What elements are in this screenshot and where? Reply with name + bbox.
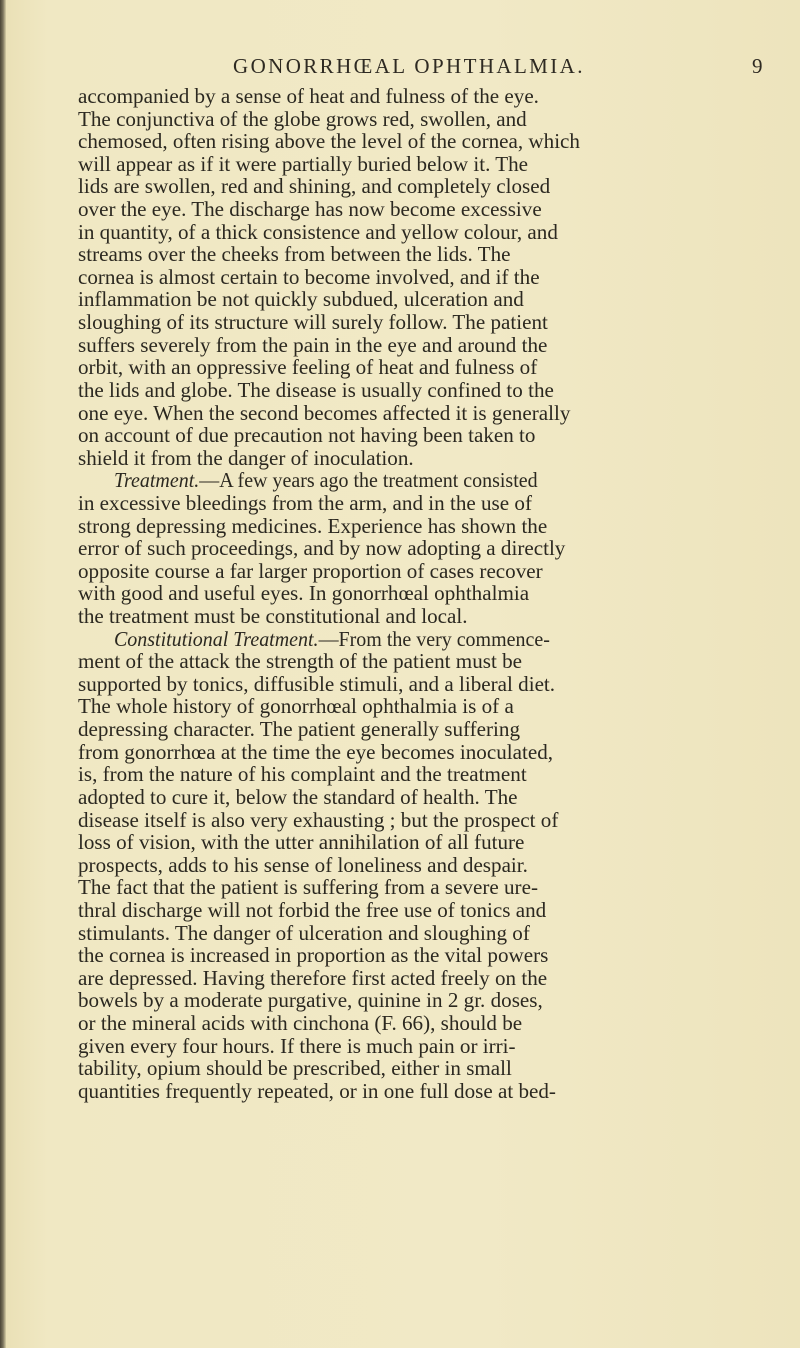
line-text: from gonorrhœa at the time the eye becomes inoculated, xyxy=(78,739,554,764)
line-text: one eye. When the second becomes affected it is generally xyxy=(78,400,571,425)
text-line xyxy=(78,243,794,266)
text-line xyxy=(78,673,794,696)
text-line xyxy=(78,356,794,379)
text-line xyxy=(78,786,794,809)
line-text: The fact that the patient is suffering from a severe ure- xyxy=(78,875,538,900)
text-line xyxy=(78,515,794,538)
line-text: —A few years ago the treatment consisted xyxy=(199,468,538,493)
line-text: the lids and globe. The disease is usually confined to the xyxy=(78,377,554,402)
text-line xyxy=(78,492,794,515)
text-line xyxy=(78,379,794,402)
line-text: adopted to cure it, below the standard of health. The xyxy=(78,784,518,809)
page-binding-edge xyxy=(0,0,6,1348)
line-text: loss of vision, with the utter annihilation of all future xyxy=(78,830,525,855)
line-text: given every four hours. If there is much pain or irri- xyxy=(78,1033,516,1058)
line-text: disease itself is also very exhausting ; but the prospect of xyxy=(78,807,559,832)
text-line xyxy=(78,763,794,786)
text-line xyxy=(78,967,794,990)
section-heading: Treatment. xyxy=(113,468,200,493)
line-text: ment of the attack the strength of the patient must be xyxy=(78,649,523,674)
line-text: the cornea is increased in proportion as the vital powers xyxy=(78,943,549,968)
line-text: shield it from the danger of inoculation. xyxy=(78,445,414,470)
line-text: in excessive bleedings from the arm, and in the use of xyxy=(78,490,532,515)
line-text: suffers severely from the pain in the eye and around the xyxy=(78,332,548,357)
section-heading: Constitutional Treatment. xyxy=(113,626,319,651)
text-line xyxy=(78,831,794,854)
line-text: with good and useful eyes. In gonorrhœal ophthalmia xyxy=(78,581,530,606)
line-text: —From the very commence- xyxy=(318,626,550,651)
text-line xyxy=(78,560,794,583)
line-text: is, from the nature of his complaint and the treatment xyxy=(78,762,527,787)
text-line xyxy=(78,266,794,289)
line-text: chemosed, often rising above the level of the cornea, which xyxy=(78,129,580,154)
line-text: cornea is almost certain to become involved, and if the xyxy=(78,264,540,289)
line-text: or the mineral acids with cinchona (F. 66), should be xyxy=(78,1010,523,1035)
line-text: supported by tonics, diffusible stimuli, and a liberal diet. xyxy=(78,671,556,696)
line-text: quantities frequently repeated, or in one full dose at bed- xyxy=(78,1078,556,1103)
line-text: streams over the cheeks from between the lids. The xyxy=(78,242,511,267)
text-line xyxy=(78,1035,794,1058)
text-line xyxy=(78,854,794,877)
line-text: sloughing of its structure will surely follow. The patient xyxy=(78,310,548,335)
text-line xyxy=(78,741,794,764)
text-line xyxy=(78,334,794,357)
text-line xyxy=(78,899,794,922)
text-line xyxy=(78,1012,794,1035)
text-line xyxy=(78,582,794,605)
running-head-title: GONORRHŒAL OPHTHALMIA. xyxy=(233,54,585,78)
line-text: lids are swollen, red and shining, and completely closed xyxy=(78,174,551,199)
text-line xyxy=(78,605,794,628)
line-text: accompanied by a sense of heat and fulness of the eye. xyxy=(78,84,539,108)
line-text: strong depressing medicines. Experience has shown the xyxy=(78,513,548,538)
line-text: the treatment must be constitutional and local. xyxy=(78,604,468,629)
body-text xyxy=(78,85,794,1102)
line-text: The conjunctiva of the globe grows red, swollen, and xyxy=(78,106,527,131)
line-text: thral discharge will not forbid the free use of tonics and xyxy=(78,897,547,922)
text-line xyxy=(78,1057,794,1080)
line-text: depressing character. The patient generally suffering xyxy=(78,717,521,742)
text-line xyxy=(78,221,794,244)
text-line xyxy=(78,650,794,673)
line-text: in quantity, of a thick consistence and yellow colour, and xyxy=(78,219,558,244)
line-text: error of such proceedings, and by now adopting a directly xyxy=(78,536,566,561)
text-line xyxy=(78,809,794,832)
text-line xyxy=(78,537,794,560)
text-line xyxy=(78,628,756,651)
text-line xyxy=(78,695,794,718)
line-text: bowels by a moderate purgative, quinine in 2 gr. doses, xyxy=(78,988,543,1013)
line-text: will appear as if it were partially buried below it. The xyxy=(78,151,529,176)
text-line xyxy=(78,876,794,899)
text-line xyxy=(78,718,794,741)
text-line xyxy=(78,311,794,334)
page-number: 9 xyxy=(752,54,763,78)
line-text: prospects, adds to his sense of loneliness and despair. xyxy=(78,852,528,877)
text-line xyxy=(78,288,794,311)
text-line xyxy=(78,175,794,198)
text-line xyxy=(78,944,794,967)
text-line xyxy=(78,130,794,153)
text-line xyxy=(78,424,794,447)
line-text: are depressed. Having therefore first acted freely on the xyxy=(78,965,548,990)
text-line xyxy=(78,85,794,108)
text-line xyxy=(78,469,756,492)
line-text: on account of due precaution not having been taken to xyxy=(78,423,536,448)
text-line xyxy=(78,153,794,176)
running-head xyxy=(0,44,800,84)
text-line xyxy=(78,989,794,1012)
line-text: over the eye. The discharge has now become excessive xyxy=(78,197,542,222)
text-line xyxy=(78,447,794,470)
text-line xyxy=(78,108,794,131)
line-text: inflammation be not quickly subdued, ulceration and xyxy=(78,287,524,312)
text-line xyxy=(78,198,794,221)
line-text: tability, opium should be prescribed, either in small xyxy=(78,1056,512,1081)
line-text: opposite course a far larger proportion of cases recover xyxy=(78,558,543,583)
text-line xyxy=(78,402,794,425)
text-line xyxy=(78,922,794,945)
line-text: orbit, with an oppressive feeling of heat and fulness of xyxy=(78,355,538,380)
text-line xyxy=(78,1080,794,1103)
line-text: The whole history of gonorrhœal ophthalmia is of a xyxy=(78,694,514,719)
line-text: stimulants. The danger of ulceration and sloughing of xyxy=(78,920,530,945)
